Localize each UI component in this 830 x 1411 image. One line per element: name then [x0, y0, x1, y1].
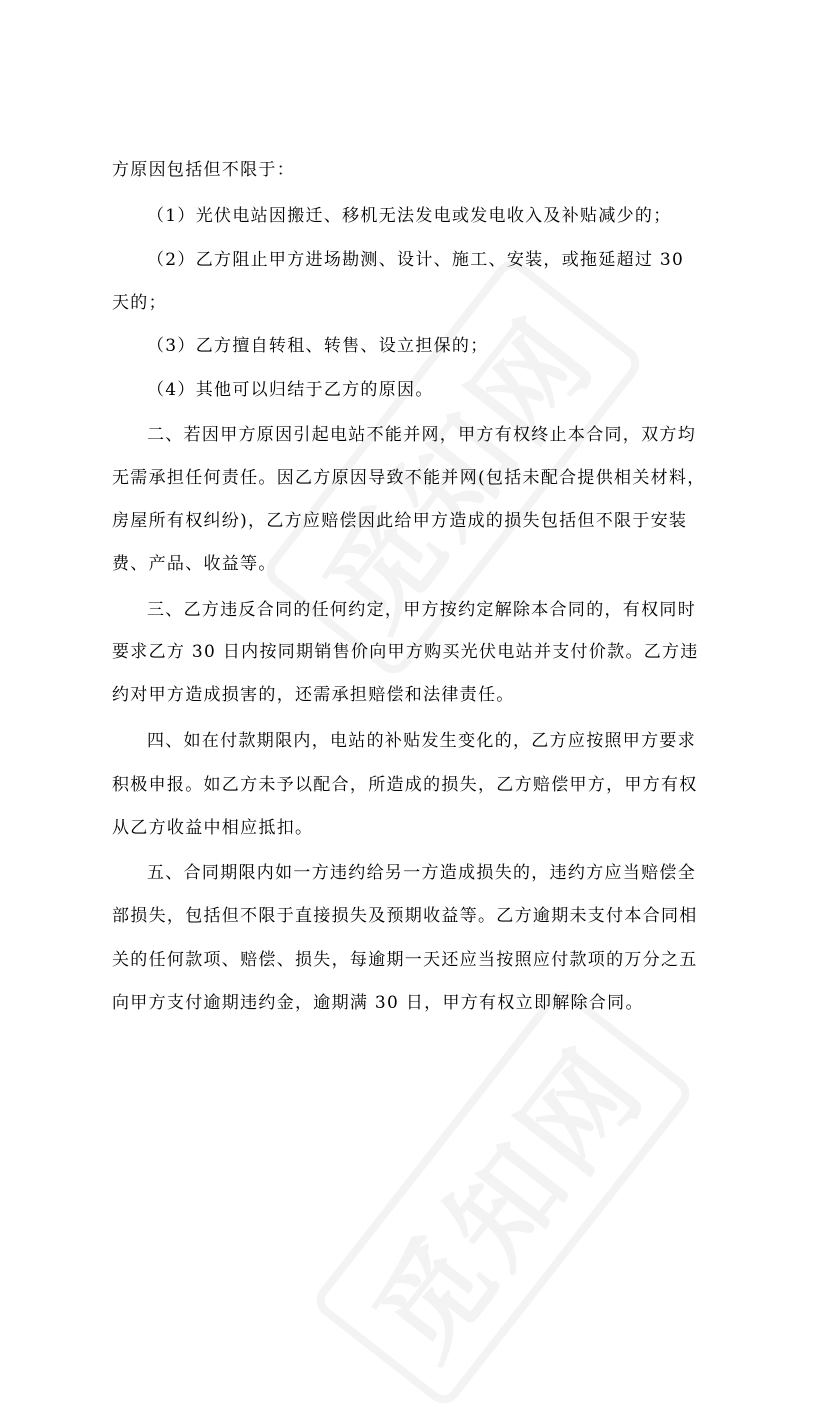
paragraph-line: 积极申报。如乙方未予以配合，所造成的损失，乙方赔偿甲方，甲方有权 — [112, 775, 698, 795]
list-item-1: （1）光伏电站因搬迁、移机无法发电或发电收入及补贴减少的； — [147, 206, 672, 226]
watermark — [309, 983, 696, 1410]
paragraph-line: 房屋所有权纠纷)，乙方应赔偿因此给甲方造成的损失包括但不限于安装 — [112, 511, 688, 531]
list-item-4: （4）其他可以归结于乙方的原因。 — [147, 380, 434, 400]
list-item-3: （3）乙方擅自转租、转售、设立担保的； — [147, 336, 489, 356]
clause-5: 五、合同期限内如一方违约给另一方造成损失的，违约方应当赔偿全 — [147, 863, 696, 883]
paragraph-line: 约对甲方造成损害的，还需承担赔偿和法律责任。 — [112, 685, 515, 705]
clause-2: 二、若因甲方原因引起电站不能并网，甲方有权终止本合同，双方均 — [147, 425, 696, 445]
clause-4: 四、如在付款期限内，电站的补贴发生变化的，乙方应按照甲方要求 — [147, 731, 696, 751]
paragraph-line: 向甲方支付逾期违约金，逾期满 30 日，甲方有权立即解除合同。 — [112, 993, 644, 1013]
paragraph-line: 要求乙方 30 日内按同期销售价向甲方购买光伏电站并支付价款。乙方违 — [112, 642, 699, 662]
list-item-2-continued: 天的； — [112, 293, 167, 313]
paragraph-line: 从乙方收益中相应抵扣。 — [112, 818, 314, 838]
list-item-2: （2）乙方阻止甲方进场勘测、设计、施工、安装，或拖延超过 30 — [147, 250, 685, 270]
paragraph-line: 无需承担任何责任。因乙方原因导致不能并网(包括未配合提供相关材料， — [112, 468, 706, 488]
clause-3: 三、乙方违反合同的任何约定，甲方按约定解除本合同的，有权同时 — [147, 600, 696, 620]
paragraph-line: 费、产品、收益等。 — [112, 554, 277, 574]
paragraph-line: 方原因包括但不限于： — [112, 160, 295, 180]
paragraph-line: 关的任何款项、赔偿、损失，每逾期一天还应当按照应付款项的万分之五 — [112, 950, 698, 970]
paragraph-line: 部损失，包括但不限于直接损失及预期收益等。乙方逾期未支付本合同相 — [112, 906, 698, 926]
watermark-text — [309, 983, 696, 1410]
